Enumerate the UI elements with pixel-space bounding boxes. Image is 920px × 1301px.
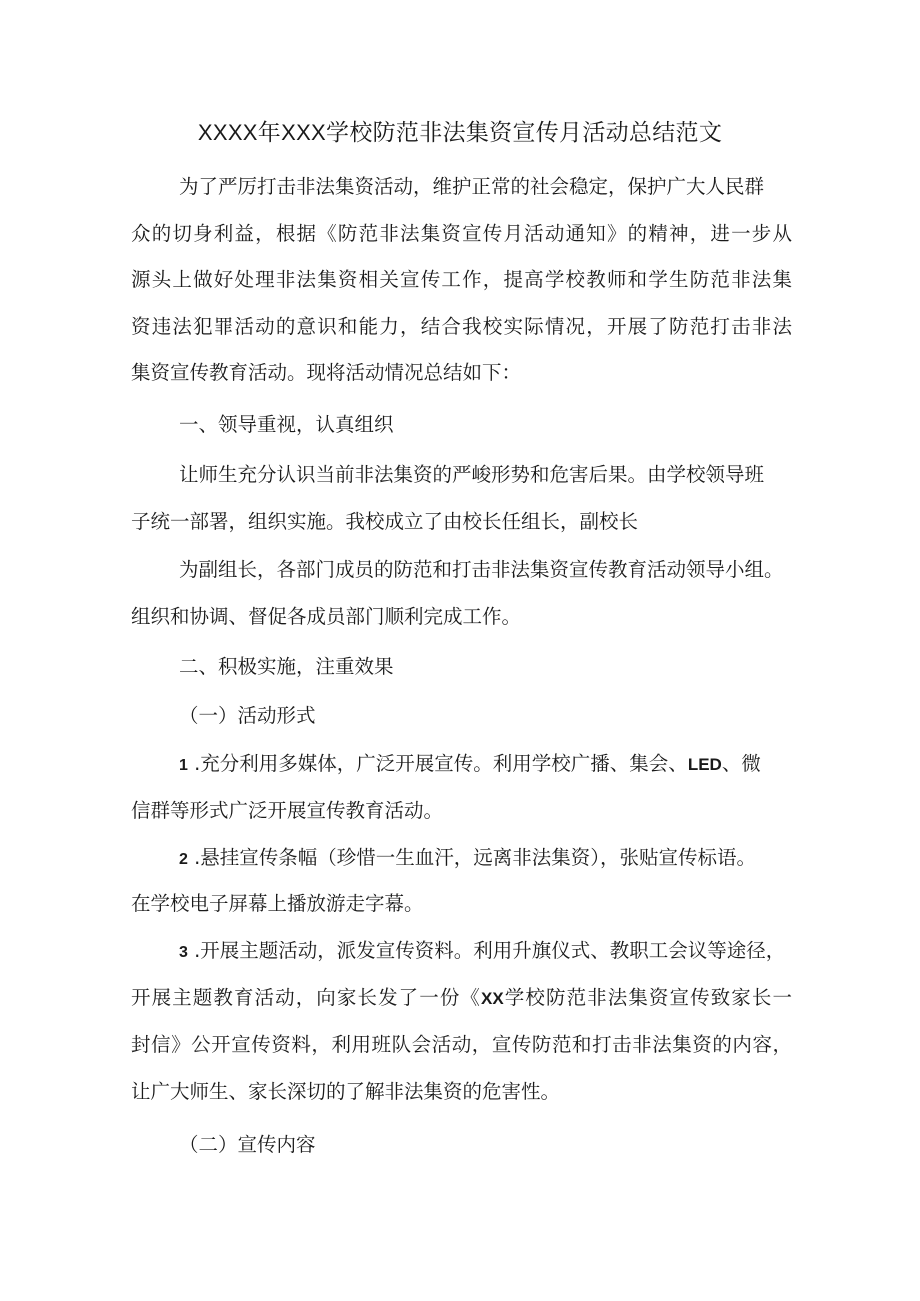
list-item-line: 在学校电子屏幕上播放游走字幕。 — [131, 892, 424, 915]
item-latin-text: XX — [481, 989, 504, 1008]
item-number: 2 — [179, 851, 188, 868]
list-item-line: 让广大师生、家长深切的了解非法集资的危害性。 — [131, 1080, 561, 1103]
paragraph-line: 为副组长，各部门成员的防范和打击非法集资宣传教育活动领导小组。 — [179, 558, 784, 581]
item-text: .开展主题活动，派发宣传资料。利用升旗仪式、教职工会议等途径， — [194, 939, 786, 962]
paragraph-line: 为了严厉打击非法集资活动，维护正常的社会稳定，保护广大人民群 — [179, 175, 765, 198]
paragraph-line: 源头上做好处理非法集资相关宣传工作，提高学校教师和学生防范非法集 — [131, 268, 792, 291]
title-year-code: XXXX — [197, 120, 258, 145]
title-text: 学校防范非法集资宣传月活动总结范文 — [326, 120, 723, 146]
paragraph-line: 集资宣传教育活动。现将活动情况总结如下： — [131, 361, 522, 384]
section-heading: 二、积极实施，注重效果 — [179, 655, 394, 678]
item-number: 1 — [179, 757, 188, 774]
paragraph-line: 组织和协调、督促各成员部门顺利完成工作。 — [131, 605, 522, 628]
list-item-line: 封信》公开宣传资料，利用班队会活动，宣传防范和打击非法集资的内容， — [131, 1033, 792, 1056]
subsection-heading: （一）活动形式 — [179, 704, 316, 727]
list-item-line — [179, 936, 785, 968]
item-latin-text: LED — [687, 755, 722, 774]
section-heading: 一、领导重视，认真组织 — [179, 413, 394, 436]
item-text: 、微 — [721, 752, 761, 775]
item-text: .充分利用多媒体，广泛开展宣传。利用学校广播、集会、 — [194, 752, 688, 775]
subsection-heading: （二）宣传内容 — [179, 1133, 316, 1156]
document-title — [0, 116, 920, 150]
item-text: 开展主题教育活动，向家长发了一份《 — [131, 986, 482, 1009]
item-number: 3 — [179, 944, 188, 961]
list-item-line — [179, 749, 761, 781]
list-item-line — [179, 843, 756, 875]
paragraph-line: 子统一部署，组织实施。我校成立了由校长任组长，副校长 — [131, 510, 639, 533]
paragraph-line: 众的切身利益，根据《防范非法集资宣传月活动通知》的精神，进一步从 — [131, 222, 792, 245]
list-item-line: 信群等形式广泛开展宣传教育活动。 — [131, 799, 444, 822]
item-text: 学校防范非法集资宣传致家长一 — [503, 986, 792, 1009]
item-text: .悬挂宣传条幅（珍惜一生血汗，远离非法集资），张贴宣传标语。 — [194, 846, 757, 869]
list-item-line — [131, 983, 792, 1014]
paragraph-line: 让师生充分认识当前非法集资的严峻形势和危害后果。由学校领导班 — [179, 463, 765, 486]
title-year-char: 年 — [257, 120, 282, 146]
paragraph-line: 资违法犯罪活动的意识和能力，结合我校实际情况，开展了防范打击非法 — [131, 315, 792, 338]
title-school-code: XXX — [281, 120, 327, 145]
